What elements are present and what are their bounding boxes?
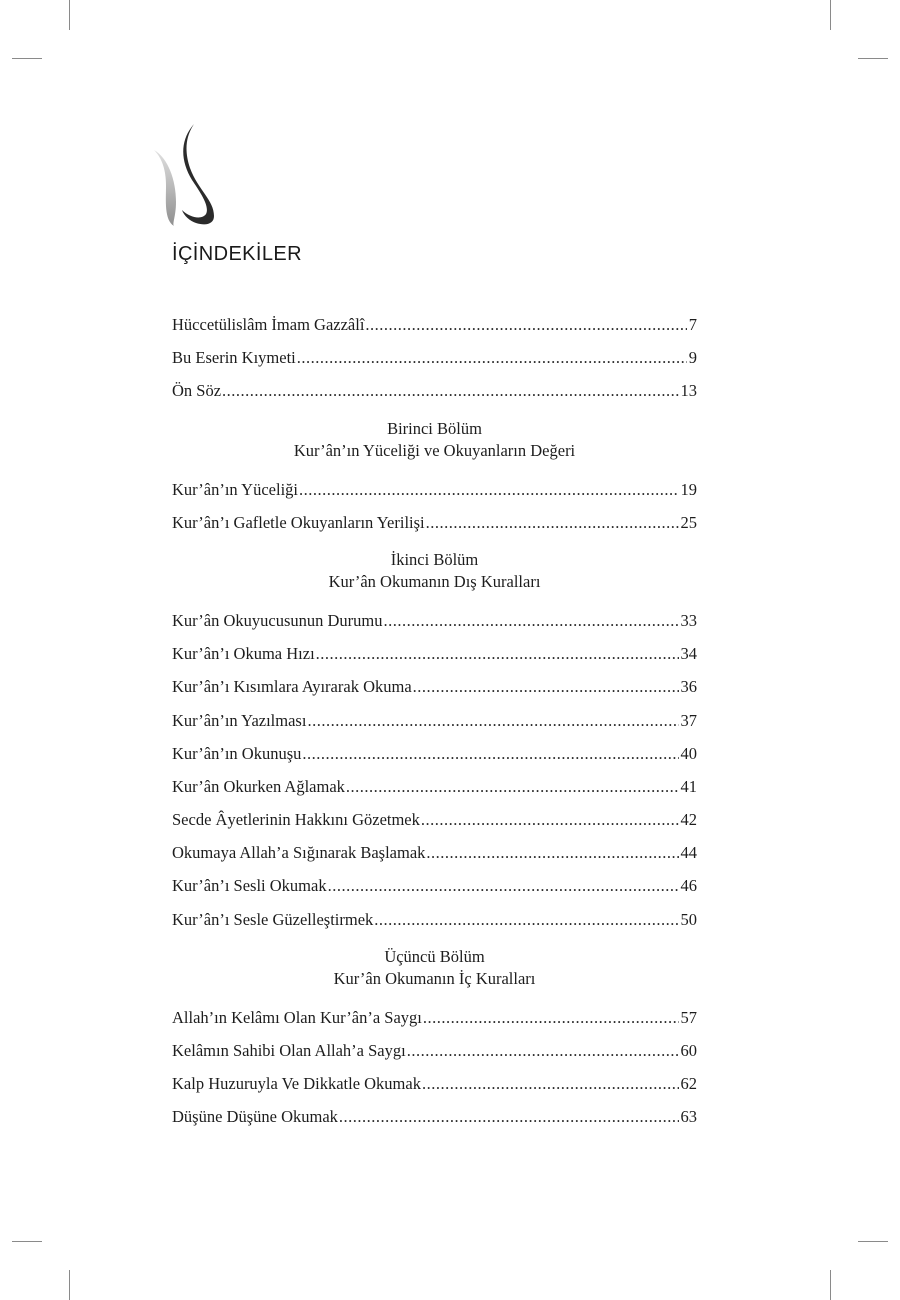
toc-entry[interactable]: [172, 506, 697, 539]
entry-title: Kalp Huzuruyla Ve Dikkatle Okumak: [172, 1074, 421, 1094]
crop-mark-bottom-left: [69, 1270, 70, 1300]
section-subtitle: Kur’ân Okumanın Dış Kuralları: [328, 571, 541, 591]
crop-mark-left-bottom: [12, 1241, 42, 1242]
section-title: İkinci Bölüm: [390, 549, 479, 569]
crop-mark-right-top: [858, 58, 888, 59]
dot-leader: [299, 473, 679, 506]
crop-mark-left-top: [12, 58, 42, 59]
toc-entry[interactable]: [172, 670, 697, 703]
toc-entry[interactable]: [172, 1100, 697, 1133]
page-title: İÇİNDEKİLER: [172, 243, 302, 265]
toc-entry[interactable]: [172, 737, 697, 770]
crop-mark-top-right: [830, 0, 831, 30]
entry-title: Kur’ân’ın Okunuşu: [172, 743, 302, 763]
intro-entries: [172, 308, 697, 408]
entry-title: Allah’ın Kelâmı Olan Kur’ân’a Saygı: [172, 1007, 422, 1027]
dot-leader: [384, 604, 679, 637]
toc-entry[interactable]: [172, 1067, 697, 1100]
entry-title: Kelâmın Sahibi Olan Allah’a Saygı: [172, 1041, 406, 1060]
entry-page: 25: [680, 512, 697, 532]
section-title: Üçüncü Bölüm: [384, 946, 485, 966]
dot-leader: [426, 836, 678, 869]
section-heading-1: [172, 418, 697, 462]
entry-page: 44: [680, 843, 697, 863]
entry-page: 34: [680, 644, 697, 664]
toc-entry[interactable]: [172, 903, 697, 936]
toc-entry[interactable]: [172, 637, 697, 670]
section-subtitle: Kur’ân Okumanın İç Kuralları: [333, 968, 536, 988]
entry-page: 19: [680, 479, 697, 499]
dot-leader: [423, 1001, 679, 1034]
dot-leader: [328, 869, 679, 902]
dot-leader: [307, 704, 678, 737]
dot-leader: [346, 770, 679, 803]
dot-leader: [222, 374, 678, 407]
entry-title: Kur’ân’ın Yazılması: [172, 710, 307, 730]
entry-title: Bu Eserin Kıymeti: [172, 348, 296, 368]
crop-mark-right-bottom: [858, 1241, 888, 1242]
entry-page: 42: [680, 810, 697, 830]
section-title: Birinci Bölüm: [387, 418, 482, 438]
entry-title: Kur’ân Okurken Ağlamak: [172, 776, 345, 796]
entry-title: Düşüne Düşüne Okumak: [172, 1107, 338, 1127]
dot-leader: [421, 803, 679, 836]
entry-page: 57: [680, 1007, 697, 1027]
entry-page: 7: [688, 315, 697, 334]
calligraphic-swirl-logo: [150, 120, 225, 228]
toc-entry[interactable]: [172, 374, 697, 407]
toc-entry[interactable]: [172, 308, 697, 341]
table-of-contents: [172, 308, 697, 1134]
section-heading-2: [172, 549, 697, 593]
section-heading-3: [172, 946, 697, 990]
entry-page: 46: [680, 876, 697, 896]
crop-mark-top-left: [69, 0, 70, 30]
toc-entry[interactable]: [172, 341, 697, 374]
toc-entry[interactable]: [172, 604, 697, 637]
dot-leader: [316, 637, 679, 670]
entry-page: 13: [680, 381, 697, 401]
toc-entry[interactable]: [172, 1001, 697, 1034]
entry-page: 50: [680, 909, 697, 929]
entry-page: 33: [680, 610, 697, 630]
entry-page: 37: [680, 710, 697, 730]
entry-title: Kur’ân’ı Sesle Güzelleştirmek: [172, 909, 374, 929]
entry-page: 40: [680, 743, 697, 763]
dot-leader: [374, 903, 678, 936]
entry-page: 63: [680, 1107, 697, 1127]
entry-title: Kur’ân’ın Yüceliği: [172, 479, 298, 499]
toc-entry[interactable]: [172, 770, 697, 803]
toc-entry[interactable]: [172, 869, 697, 902]
entry-page: 36: [680, 677, 697, 697]
entry-title: Secde Âyetlerinin Hakkını Gözetmek: [172, 810, 420, 830]
entry-title: Kur’ân’ı Okuma Hızı: [172, 644, 315, 664]
crop-mark-bottom-right: [830, 1270, 831, 1300]
section-subtitle: Kur’ân’ın Yüceliği ve Okuyanların Değeri: [293, 440, 576, 460]
dot-leader: [302, 737, 678, 770]
entry-page: 9: [688, 348, 697, 368]
dot-leader: [339, 1100, 679, 1133]
toc-entry[interactable]: [172, 836, 697, 869]
entry-page: 62: [680, 1074, 697, 1094]
entry-title: Kur’ân’ı Gafletle Okuyanların Yerilişi: [172, 512, 425, 532]
entry-title: Kur’ân’ı Sesli Okumak: [172, 876, 327, 896]
toc-entry[interactable]: [172, 803, 697, 836]
dot-leader: [365, 308, 686, 341]
dot-leader: [413, 670, 679, 703]
entry-title: Ön Söz: [172, 381, 222, 401]
dot-leader: [297, 341, 687, 374]
entry-title: Okumaya Allah’a Sığınarak Başlamak: [172, 843, 426, 863]
dot-leader: [422, 1067, 679, 1100]
entry-title: Hüccetülislâm İmam Gazzâlî: [172, 315, 365, 334]
dot-leader: [407, 1034, 679, 1067]
entry-page: 60: [680, 1041, 697, 1060]
toc-entry[interactable]: [172, 473, 697, 506]
dot-leader: [426, 506, 679, 539]
entry-title: Kur’ân Okuyucusunun Durumu: [172, 610, 383, 630]
toc-entry[interactable]: [172, 1034, 697, 1067]
entry-page: 41: [680, 776, 697, 796]
entry-title: Kur’ân’ı Kısımlara Ayırarak Okuma: [172, 677, 412, 697]
toc-entry[interactable]: [172, 704, 697, 737]
